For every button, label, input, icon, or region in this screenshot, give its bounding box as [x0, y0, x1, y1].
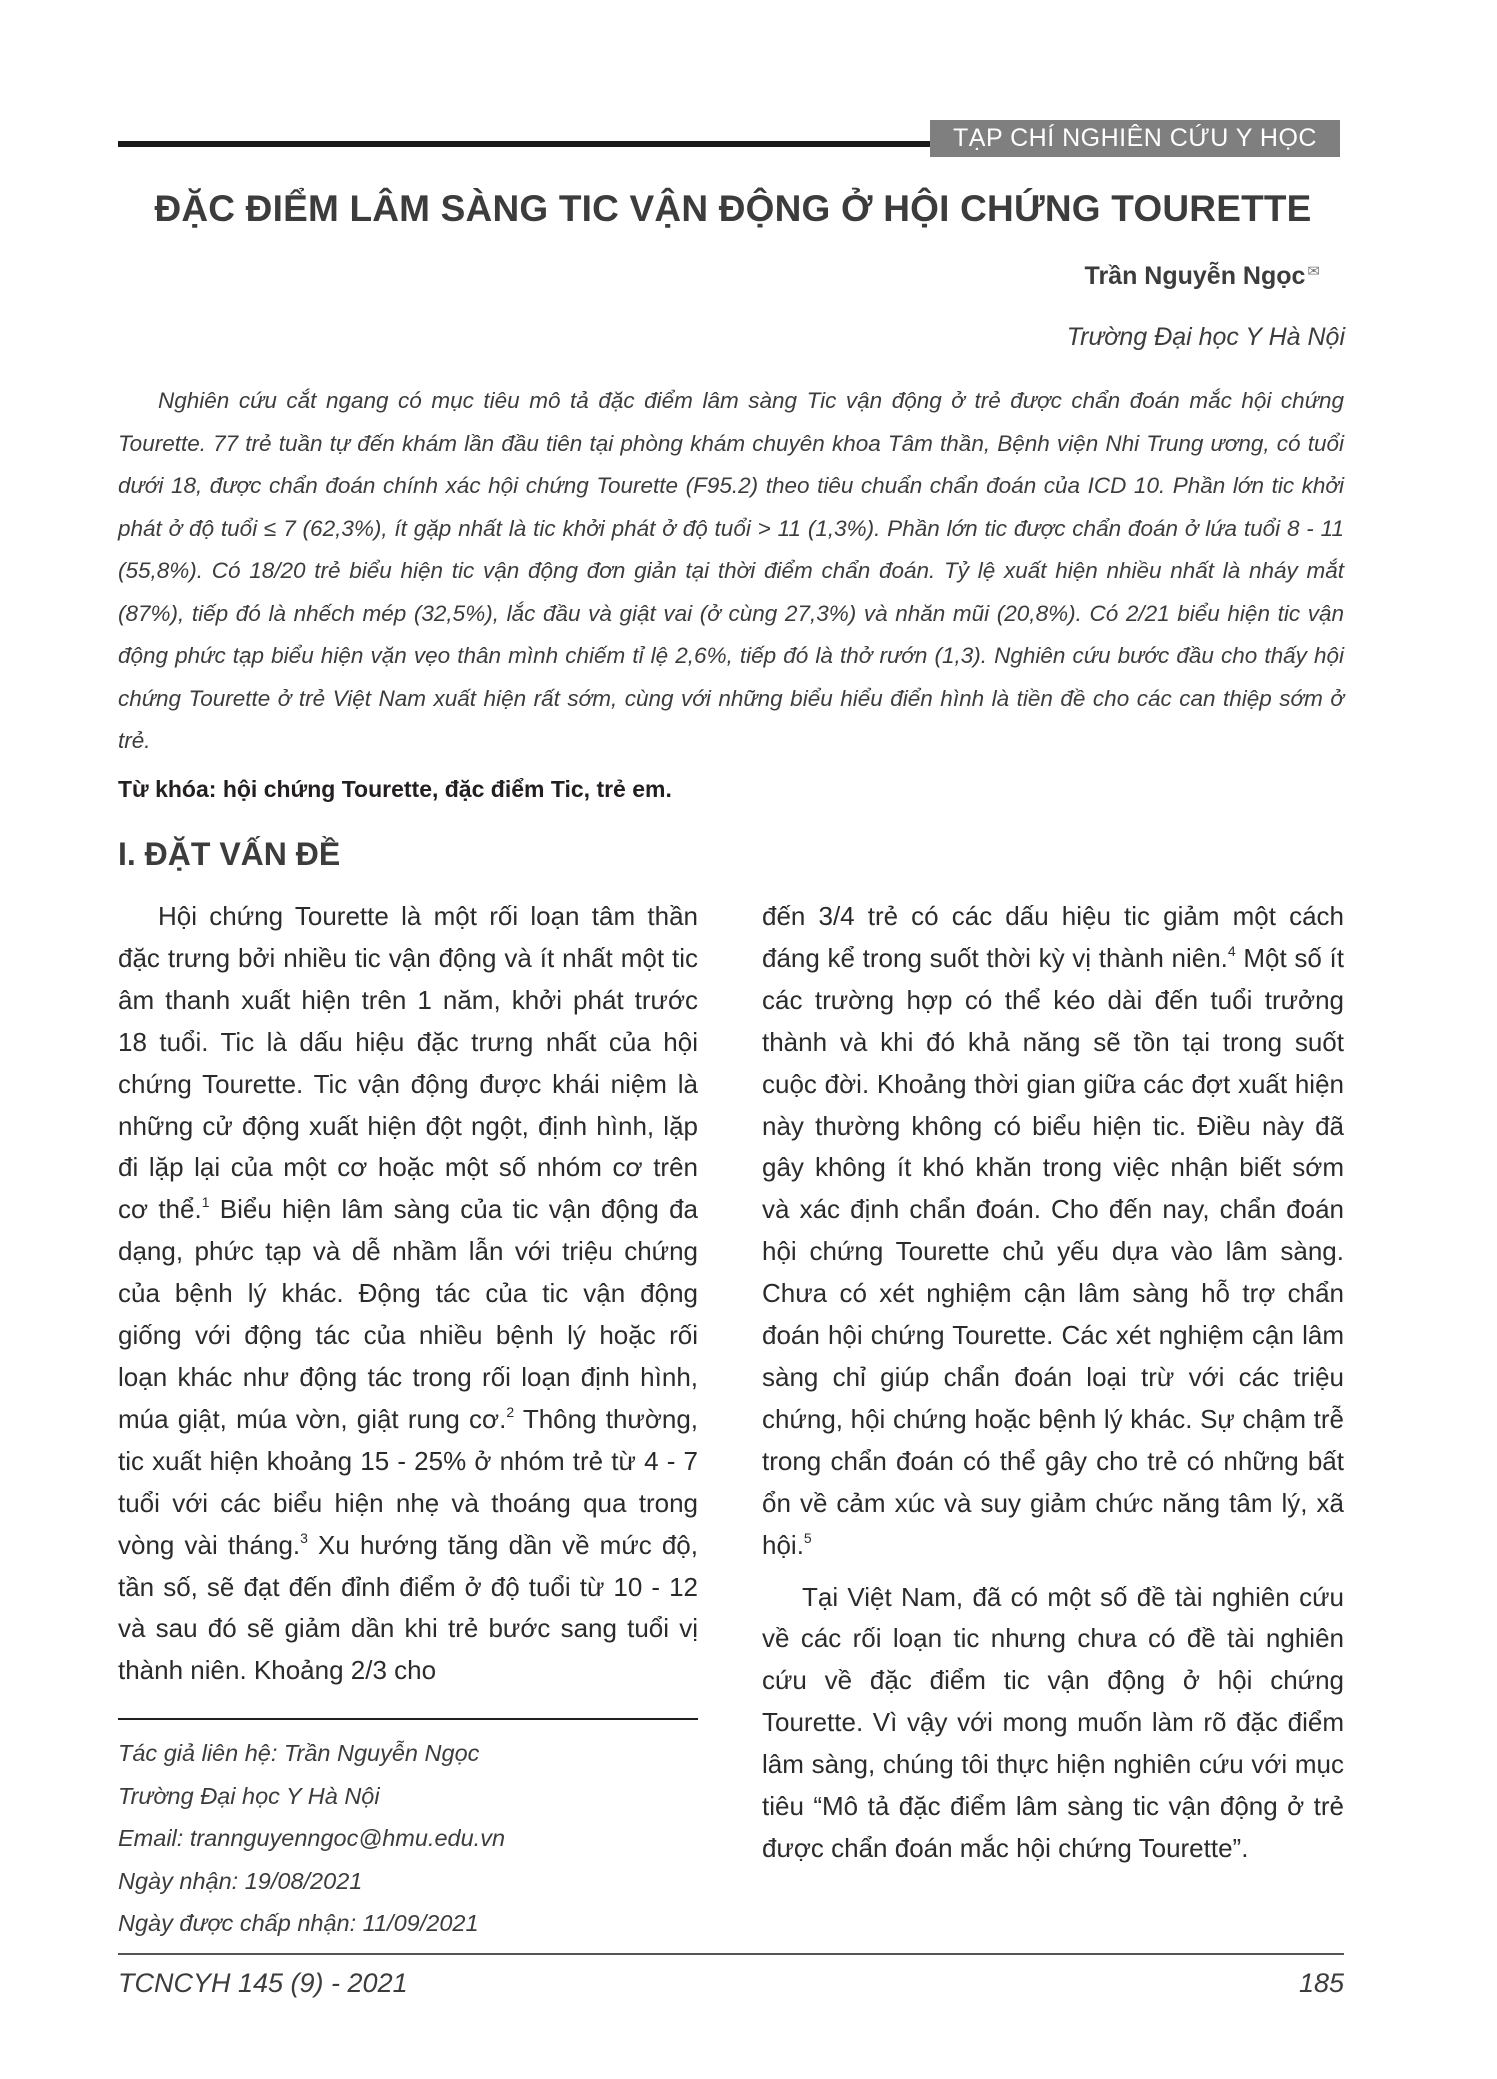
keywords: Từ khóa: hội chứng Tourette, đặc điểm Tic, trẻ em. — [118, 776, 672, 802]
author-name: Trần Nguyễn Ngọc — [1084, 262, 1306, 290]
journal-issue: TCNCYH 145 (9) - 2021 — [118, 1968, 408, 1998]
journal-tag: TẠP CHÍ NGHIÊN CỨU Y HỌC — [930, 120, 1340, 157]
reference-marker: 2 — [506, 1403, 515, 1420]
paragraph-text: Hội chứng Tourette là một rối loạn tâm thần đặc trưng bởi nhiều tic vận động và ít nhất một tic âm thanh xuất hiện trên 1 năm, khởi phát trước 18 tuổi. Tic là dấu hiệu đặc trưng nhất của hội chứng Tourette. Tic vận động được khái niệm là những cử động xuất hiện đột ngột, định hình, lặp đi lặp lại của một cơ hoặc một số nhóm cơ trên cơ thể. — [118, 901, 698, 1225]
body-column-right — [762, 896, 1344, 1870]
footnote-institution: Trường Đại học Y Hà Nội — [118, 1782, 380, 1809]
reference-marker: 5 — [803, 1529, 812, 1546]
abstract: Nghiên cứu cắt ngang có mục tiêu mô tả đặc điểm lâm sàng Tic vận động ở trẻ được chẩn đoán mắc hội chứng Tourette. 77 trẻ tuần tự đến khám lần đầu tiên tại phòng khám chuyên khoa Tâm thần, Bệnh viện Nhi Trung ương, có tuổi dưới 18, được chẩn đoán chính xác hội chứng Tourette (F95.2) theo tiêu chuẩn chẩn đoán của ICD 10. Phần lớn tic khởi phát ở độ tuổi ≤ 7 (62,3%), ít gặp nhất là tic khởi phát ở độ tuổi > 11 (1,3%). Phần lớn tic được chẩn đoán ở lứa tuổi 8 - 11 (55,8%). Có 18/20 trẻ biểu hiện tic vận động đơn giản tại thời điểm chẩn đoán. Tỷ lệ xuất hiện nhiều nhất là nháy mắt (87%), tiếp đó là nhếch mép (32,5%), lắc đầu và giật vai (ở cùng 27,3%) và nhăn mũi (20,8%). Có 2/21 biểu hiện tic vận động phức tạp biểu hiện vặn vẹo thân mình chiếm tỉ lệ 2,6%, tiếp đó là thở rướn (1,3). Nghiên cứu bước đầu cho thấy hội chứng Tourette ở trẻ Việt Nam xuất hiện rất sớm, cùng với những biểu hiểu điển hình là tiền đề cho các can thiệp sớm ở trẻ. — [118, 388, 1344, 753]
reference-marker: 4 — [1227, 942, 1236, 959]
article-title: ĐẶC ĐIỂM LÂM SÀNG TIC VẬN ĐỘNG Ở HỘI CHỨNG TOURETTE — [154, 188, 1312, 229]
header-rule — [118, 141, 938, 147]
paragraph-text: Biểu hiện lâm sàng của tic vận động đa dạng, phức tạp và dễ nhầm lẫn với triệu chứng của bệnh lý khác. Động tác của tic vận động giống với động tác của nhiều bệnh lý hoặc rối loạn khác như động tác trong rối loạn định hình, múa giật, múa vờn, giật rung cơ. — [118, 1194, 698, 1434]
paragraph-text: Thông thường, tic xuất hiện khoảng 15 - 25% ở nhóm trẻ từ 4 - 7 tuổi với các biểu hiện nhẹ và thoáng qua trong vòng vài tháng. — [118, 1403, 699, 1560]
section-heading: I. ĐẶT VẤN ĐỀ — [118, 836, 341, 872]
footnote-accepted: Ngày được chấp nhận: 11/09/2021 — [118, 1910, 479, 1936]
footnote-corresponding: Tác giả liên hệ: Trần Nguyễn Ngọc — [118, 1740, 480, 1766]
author-line — [700, 262, 1320, 291]
correspondence-footnote — [118, 1732, 718, 1945]
body-column-left — [118, 896, 698, 1692]
affiliation: Trường Đại học Y Hà Nội — [1066, 323, 1345, 351]
paragraph-text: Xu hướng tăng dần về mức độ, tần số, sẽ đạt đến đỉnh điểm ở độ tuổi từ 10 - 12 và sau đó sẽ giảm dần khi trẻ bước sang tuổi vị thành niên. Khoảng 2/3 cho — [118, 1529, 698, 1686]
footnote-email: Email: trannguyenngoc@hmu.edu.vn — [118, 1825, 506, 1851]
footnote-rule — [118, 1718, 698, 1720]
page-number: 185 — [1298, 1968, 1344, 1998]
paragraph — [118, 896, 698, 1692]
paragraph: Tại Việt Nam, đã có một số đề tài nghiên cứu về các rối loạn tic nhưng chưa có đề tài nghiên cứu về đặc điểm tic vận động ở hội chứng Tourette. Vì vậy với mong muốn làm rõ đặc điểm lâm sàng, chúng tôi thực hiện nghiên cứu với mục tiêu “Mô tả đặc điểm lâm sàng tic vận động ở trẻ được chẩn đoán mắc hội chứng Tourette”. — [762, 1581, 1344, 1863]
paragraph-text: Một số ít các trường hợp có thể kéo dài đến tuổi trưởng thành và khi đó khả năng sẽ tồn tại trong suốt cuộc đời. Khoảng thời gian giữa các đợt xuất hiện này thường không có biểu hiện tic. Điều này đã gây không ít khó khăn trong việc nhận biết sớm và xác định chẩn đoán. Cho đến nay, chẩn đoán hội chứng Tourette chủ yếu dựa vào lâm sàng. Chưa có xét nghiệm cận lâm sàng hỗ trợ chẩn đoán hội chứng Tourette. Các xét nghiệm cận lâm sàng chỉ giúp chẩn đoán loại trừ với các triệu chứng, hội chứng hoặc bệnh lý khác. Sự chậm trễ trong chẩn đoán có thể gây cho trẻ có những bất ổn về cảm xúc và suy giảm chức năng tâm lý, xã hội. — [762, 942, 1344, 1560]
footnote-received: Ngày nhận: 19/08/2021 — [118, 1867, 363, 1894]
paragraph-text: đến 3/4 trẻ có các dấu hiệu tic giảm một cách đáng kể trong suốt thời kỳ vị thành niên. — [762, 901, 1344, 973]
paragraph — [762, 896, 1344, 1567]
footer-rule — [118, 1953, 1344, 1955]
envelope-icon: ✉ — [1307, 263, 1320, 280]
reference-marker: 3 — [300, 1529, 308, 1546]
reference-marker: 1 — [201, 1194, 210, 1211]
